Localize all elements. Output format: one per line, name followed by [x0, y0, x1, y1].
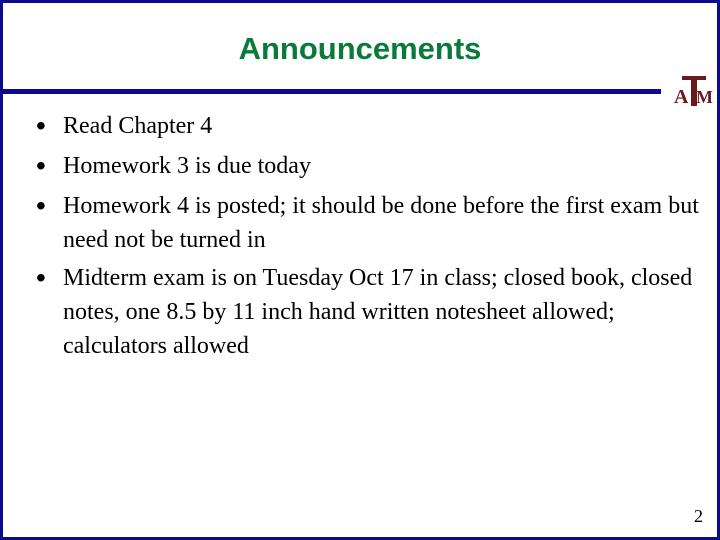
bullet-dot-icon: • — [36, 150, 46, 181]
announcement-list — [33, 109, 713, 363]
bullet-text: Homework 3 is due today — [63, 153, 311, 179]
slide-title: Announcements — [238, 31, 482, 66]
list-item — [33, 261, 713, 363]
bullet-text: Midterm exam is on Tuesday Oct 17 in class; closed book, closed notes, one 8.5 by 11 inch hand written notesheet allowed; calculators allowed — [63, 265, 693, 359]
list-item — [33, 189, 713, 257]
logo-letter-a: A — [674, 86, 689, 108]
list-item — [33, 109, 713, 143]
texas-am-logo-icon — [674, 75, 714, 109]
title-divider — [3, 89, 661, 94]
logo-letter-m: M — [696, 87, 713, 107]
bullet-dot-icon: • — [36, 190, 46, 221]
list-item — [33, 149, 713, 183]
page-number: 2 — [694, 506, 703, 526]
bullet-dot-icon: • — [36, 262, 46, 293]
bullet-text: Homework 4 is posted; it should be done before the first exam but need not be turned in — [63, 193, 699, 253]
bullet-text: Read Chapter 4 — [63, 113, 213, 139]
bullet-dot-icon: • — [36, 110, 46, 141]
